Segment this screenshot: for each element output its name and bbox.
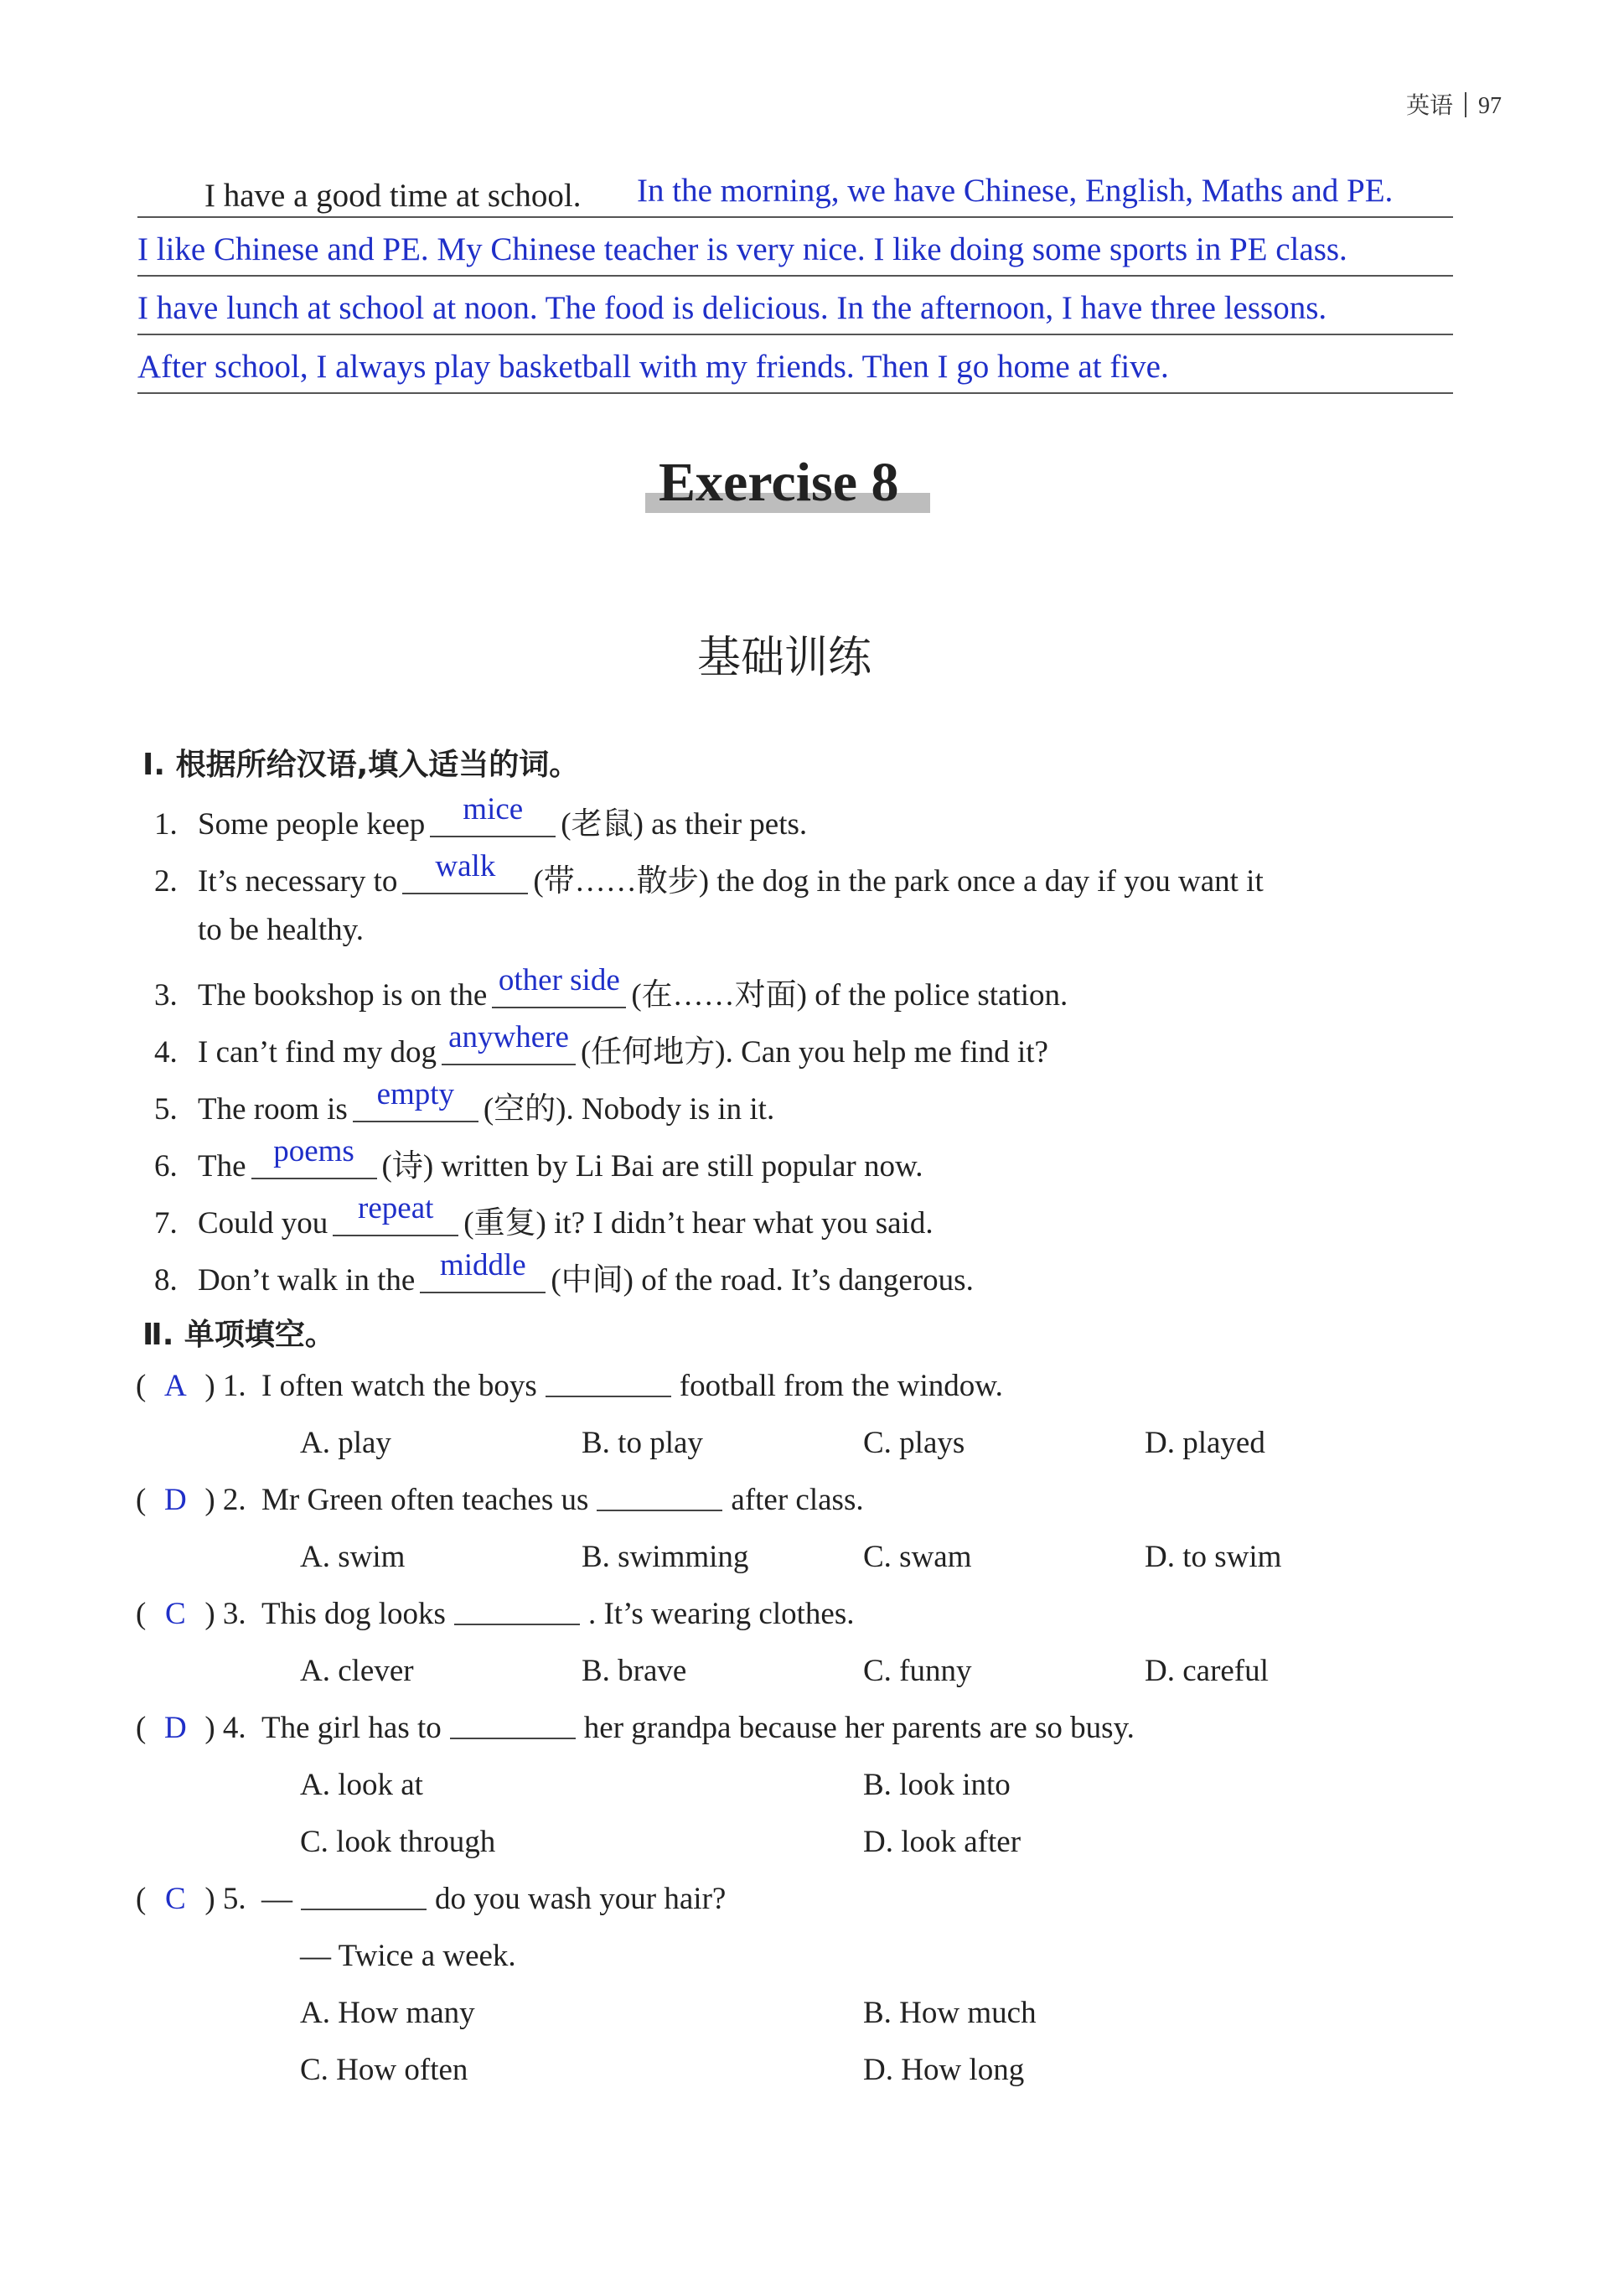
fill-item	[154, 1134, 923, 1185]
handwritten-answer: poems	[273, 1134, 354, 1168]
item-text: The	[198, 1149, 246, 1184]
handwritten-choice: D	[163, 1483, 187, 1517]
handwritten-answer: middle	[439, 1248, 526, 1282]
item-text: (带……散步) the dog in the park once a day if you want it	[533, 864, 1264, 899]
handwritten-answer: other side	[498, 963, 620, 997]
item-number: 7.	[154, 1206, 178, 1241]
option: A. play	[300, 1426, 391, 1460]
question-number: 2.	[222, 1483, 246, 1517]
essay-line	[137, 335, 1453, 394]
answer-paren: ( D ) 4.	[136, 1711, 246, 1745]
item-text: (在……对面) of the police station.	[631, 978, 1068, 1013]
essay-handwriting: I have lunch at school at noon. The food is delicious. In the afternoon, I have three lessons.	[137, 290, 1327, 326]
item-text: The bookshop is on the	[198, 978, 488, 1013]
item-number: 8.	[154, 1263, 178, 1298]
option: C. How often	[300, 2053, 468, 2087]
item-text: Could you	[198, 1206, 328, 1241]
page-header	[1406, 87, 1502, 121]
essay-handwriting: After school, I always play basketball with my friends. Then I go home at five.	[137, 349, 1169, 385]
answer-blank	[492, 963, 626, 1008]
essay-line	[137, 218, 1453, 277]
item-text: (重复) it? I didn’t hear what you said.	[463, 1206, 934, 1241]
option: C. funny	[863, 1654, 972, 1688]
mc-question	[136, 1596, 854, 1632]
option: D. careful	[1145, 1654, 1269, 1688]
mc-question	[136, 1482, 864, 1518]
question-blank	[546, 1370, 671, 1397]
fill-item-continuation: to be healthy.	[198, 913, 364, 947]
section1-heading: Ⅰ. 根据所给汉语,填入适当的词。	[142, 748, 580, 782]
handwritten-choice: C	[164, 1882, 186, 1916]
handwritten-answer: anywhere	[448, 1020, 569, 1054]
question-text: —	[261, 1882, 292, 1916]
item-text: (任何地方). Can you help me find it?	[580, 1035, 1048, 1070]
option: C. look through	[300, 1825, 496, 1859]
question-text: I often watch the boys	[261, 1369, 537, 1403]
exercise-title-block	[645, 451, 930, 518]
item-text: (老鼠) as their pets.	[561, 807, 808, 842]
handwritten-answer: walk	[435, 849, 496, 883]
question-blank	[454, 1598, 580, 1625]
item-number: 4.	[154, 1035, 178, 1070]
handwritten-answer: mice	[463, 792, 524, 826]
fill-item	[154, 1020, 1048, 1071]
essay-lead: I have a good time at school.	[204, 178, 582, 214]
answer-paren: ( A ) 1.	[136, 1369, 246, 1403]
question-text: football from the window.	[679, 1369, 1003, 1403]
mc-question	[136, 1881, 726, 1917]
option: C. plays	[863, 1426, 965, 1460]
answer-blank	[442, 1020, 576, 1065]
handwritten-choice: A	[163, 1369, 187, 1403]
option: B. brave	[582, 1654, 687, 1688]
essay-line	[137, 277, 1453, 335]
option: D. look after	[863, 1825, 1021, 1859]
item-number: 1.	[154, 807, 178, 842]
item-text: It’s necessary to	[198, 864, 398, 899]
item-number: 6.	[154, 1149, 178, 1184]
answer-blank	[420, 1248, 546, 1293]
question-number: 3.	[222, 1597, 246, 1631]
item-text: Some people keep	[198, 807, 426, 842]
option: A. How many	[300, 1996, 475, 2030]
fill-item	[154, 792, 808, 843]
subject-label: 英语	[1405, 93, 1453, 119]
section-subtitle: 基础训练	[697, 633, 872, 683]
handwritten-answer: empty	[376, 1077, 455, 1111]
option: B. How much	[863, 1996, 1037, 2030]
item-text: Don’t walk in the	[198, 1263, 416, 1298]
question-text: The girl has to	[261, 1711, 442, 1745]
option: A. clever	[300, 1654, 414, 1688]
essay-block	[137, 159, 1453, 394]
item-text: (诗) written by Li Bai are still popular now.	[381, 1149, 923, 1184]
item-text: The room is	[198, 1092, 348, 1127]
option: A. swim	[300, 1540, 406, 1574]
answer-blank	[353, 1077, 478, 1122]
item-text: (空的). Nobody is in it.	[483, 1092, 775, 1127]
dialogue-reply: — Twice a week.	[300, 1939, 516, 1973]
answer-paren: ( C ) 3.	[136, 1597, 246, 1631]
fill-item	[154, 849, 1264, 900]
question-text: Mr Green often teaches us	[261, 1483, 589, 1517]
question-number: 1.	[222, 1369, 246, 1403]
answer-blank	[251, 1134, 377, 1179]
item-text: I can’t find my dog	[198, 1035, 437, 1070]
question-text: . It’s wearing clothes.	[587, 1597, 855, 1631]
fill-item	[154, 1191, 934, 1242]
option: D. played	[1145, 1426, 1265, 1460]
header-divider	[1465, 92, 1466, 117]
question-text: do you wash your hair?	[435, 1882, 727, 1916]
option: B. to play	[582, 1426, 703, 1460]
option: A. look at	[300, 1768, 423, 1802]
fill-item	[154, 963, 1068, 1014]
exercise-title: Exercise 8	[659, 452, 899, 513]
handwritten-answer: repeat	[358, 1191, 434, 1225]
option: B. swimming	[582, 1540, 749, 1574]
question-blank	[301, 1883, 427, 1910]
handwritten-choice: C	[164, 1597, 186, 1631]
answer-blank	[402, 849, 528, 894]
handwritten-choice: D	[163, 1711, 187, 1745]
essay-line	[137, 159, 1453, 218]
answer-paren: ( C ) 5.	[136, 1882, 246, 1916]
option: C. swam	[863, 1540, 972, 1574]
option: D. to swim	[1145, 1540, 1282, 1574]
answer-blank	[333, 1191, 458, 1236]
section2-heading: Ⅱ. 单项填空。	[142, 1318, 335, 1352]
essay-handwriting: In the morning, we have Chinese, English, Maths and PE.	[637, 173, 1394, 209]
fill-item	[154, 1077, 775, 1128]
essay-handwriting: I like Chinese and PE. My Chinese teacher is very nice. I like doing some sports in PE class.	[137, 231, 1347, 267]
item-number: 3.	[154, 978, 178, 1013]
mc-question	[136, 1710, 1135, 1746]
mc-question	[136, 1368, 1003, 1404]
item-number: 5.	[154, 1092, 178, 1127]
item-text: (中间) of the road. It’s dangerous.	[551, 1263, 974, 1298]
question-number: 5.	[222, 1882, 246, 1916]
question-number: 4.	[222, 1711, 246, 1745]
question-text: This dog looks	[261, 1597, 446, 1631]
question-blank	[450, 1712, 576, 1739]
item-number: 2.	[154, 864, 178, 899]
option: D. How long	[863, 2053, 1025, 2087]
answer-blank	[430, 792, 556, 837]
page-number: 97	[1478, 93, 1502, 119]
question-blank	[597, 1484, 722, 1511]
option: B. look into	[863, 1768, 1011, 1802]
question-text: her grandpa because her parents are so busy.	[583, 1711, 1135, 1745]
answer-paren: ( D ) 2.	[136, 1483, 246, 1517]
question-text: after class.	[731, 1483, 864, 1517]
fill-item	[154, 1248, 974, 1299]
